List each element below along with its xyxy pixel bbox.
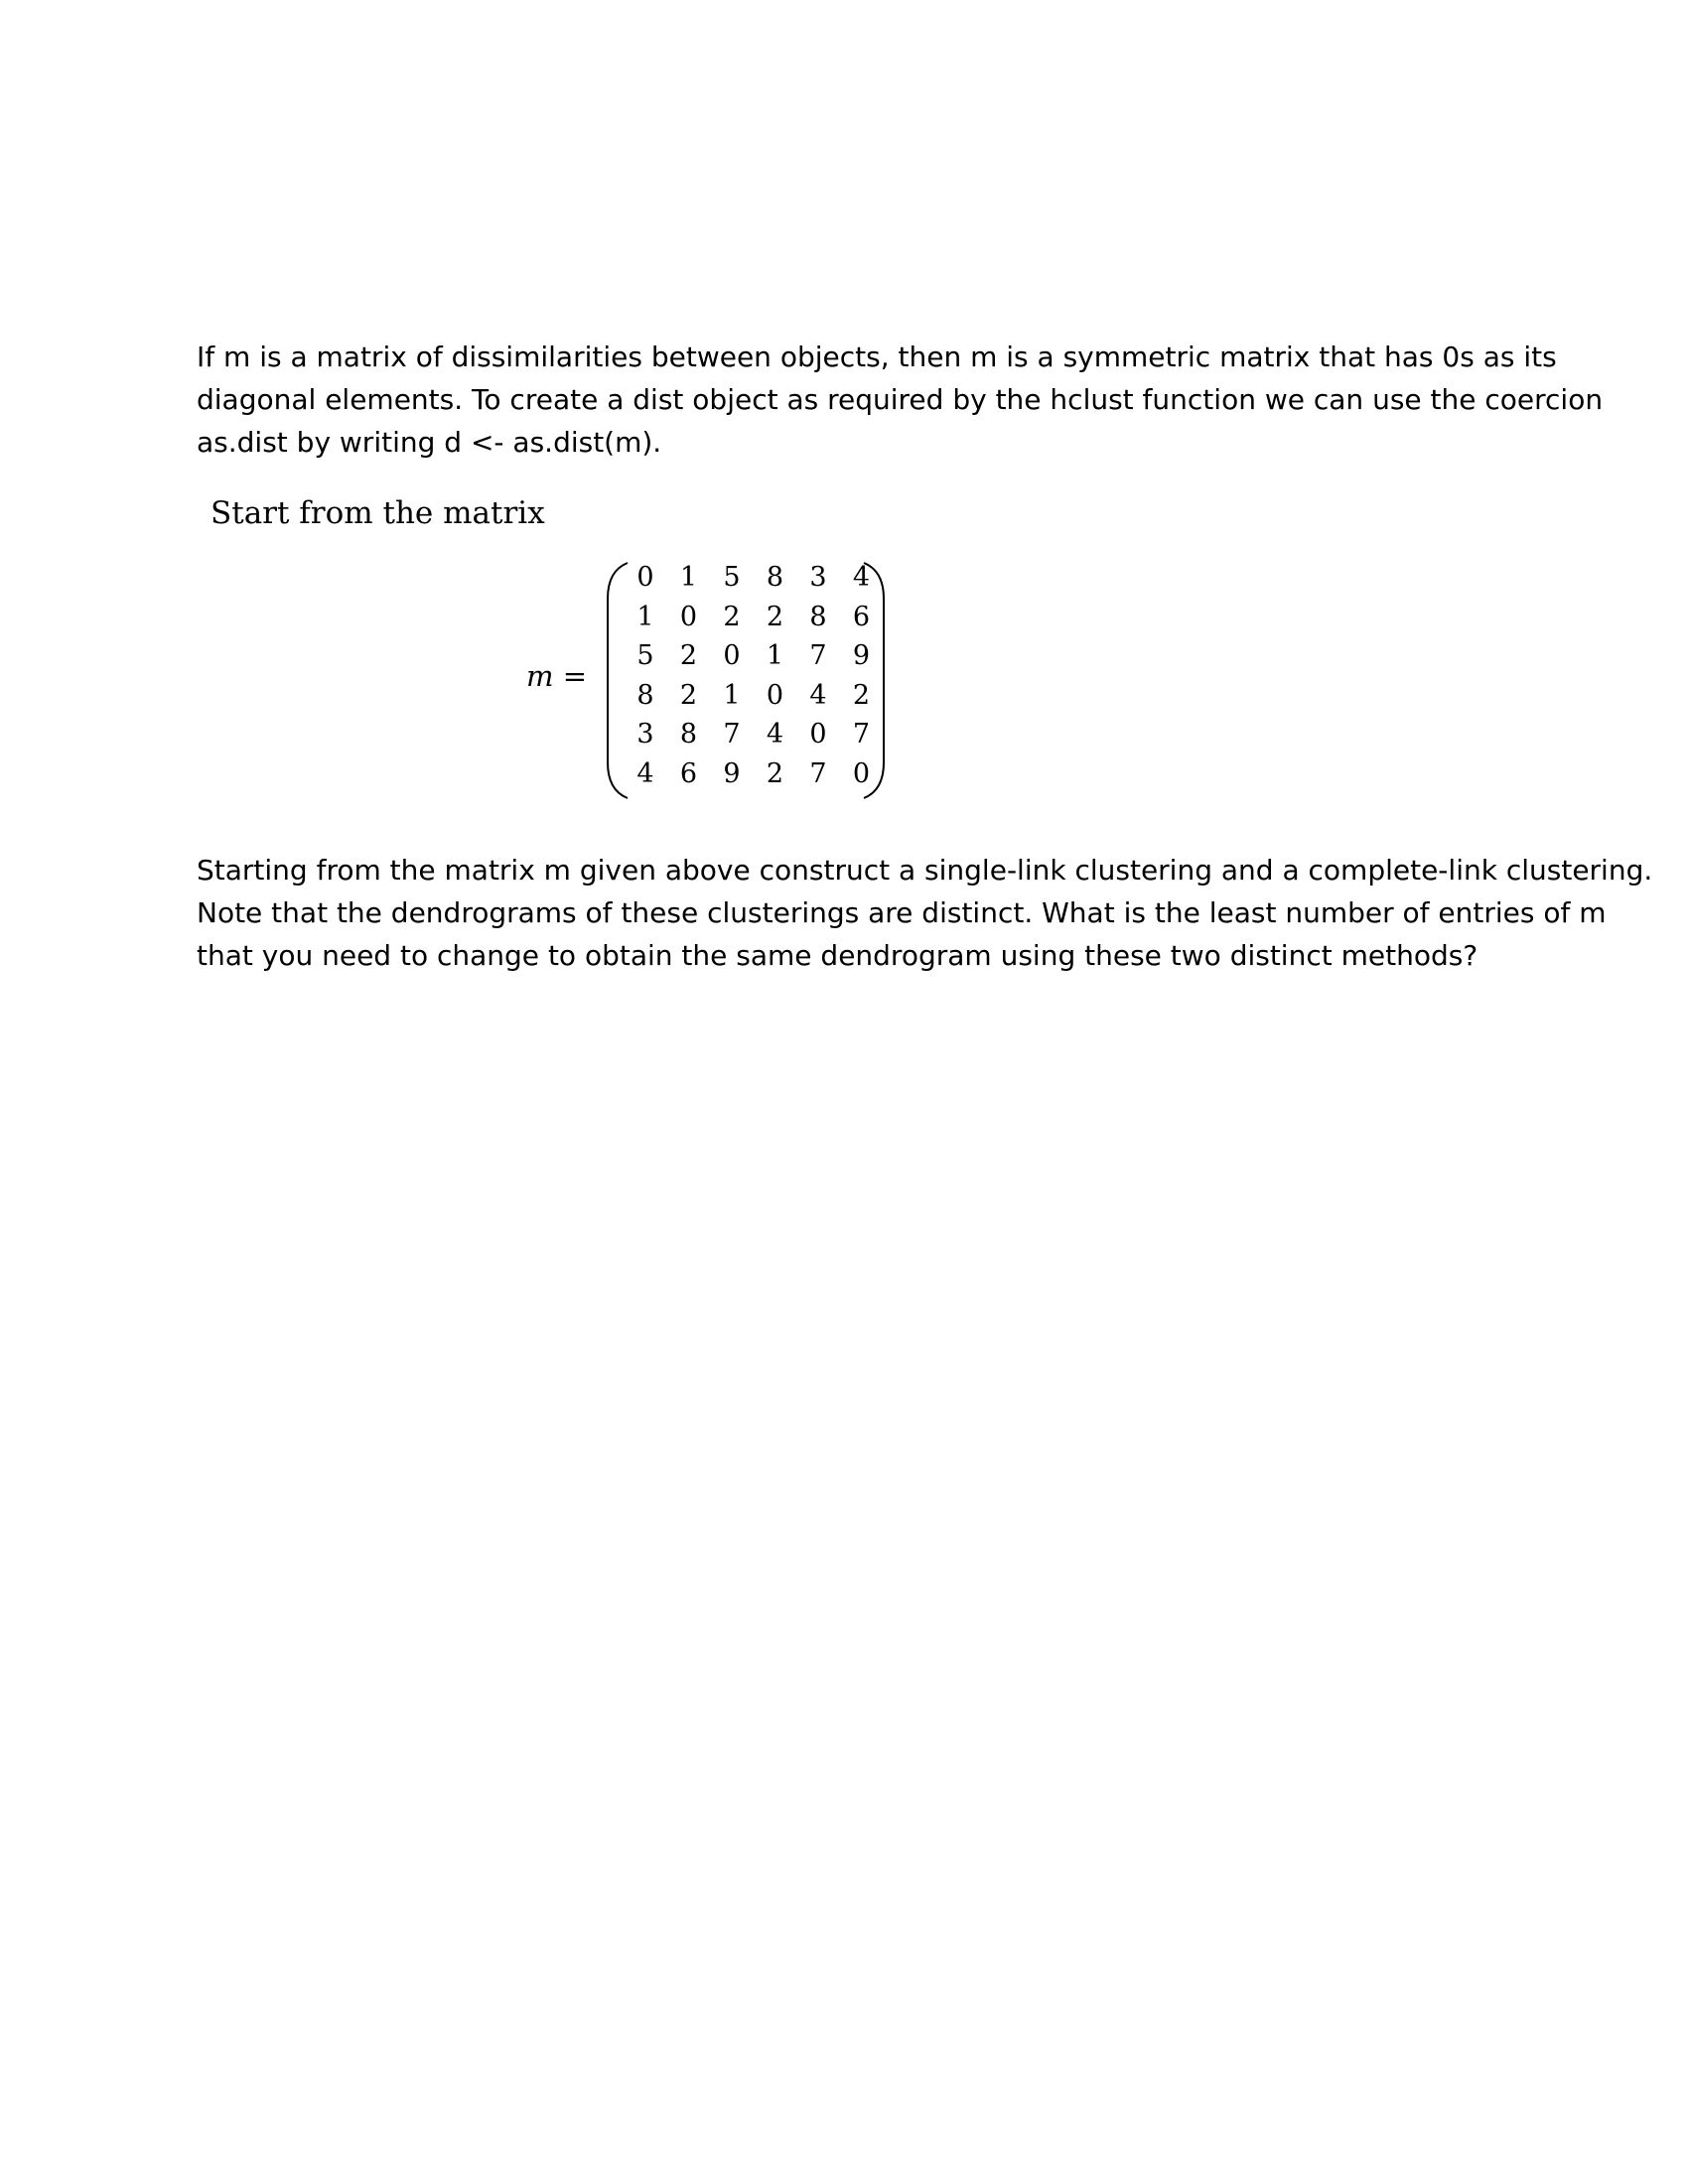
matrix-cell: 0 (723, 640, 741, 671)
matrix-cell: 4 (852, 562, 871, 593)
matrix-cell: 9 (852, 640, 871, 671)
left-paren (608, 563, 628, 798)
matrix-cell: 1 (636, 601, 654, 632)
question-line: Note that the dendrograms of these clusterings are distinct. What is the least number of entries of m (197, 896, 1607, 929)
matrix-cell: 3 (809, 562, 827, 593)
matrix-name: m (526, 659, 554, 693)
matrix-cell: 2 (679, 679, 698, 711)
intro-line: If m is a matrix of dissimilarities between objects, then m is a symmetric matrix that has 0s as its (197, 341, 1557, 373)
matrix-cell: 1 (723, 679, 741, 711)
matrix-cell: 0 (636, 562, 654, 593)
matrix-cell: 5 (636, 640, 654, 671)
question-paragraph (197, 849, 1653, 977)
matrix-cell: 2 (723, 601, 741, 632)
question-line: that you need to change to obtain the same dendrogram using these two distinct methods? (197, 939, 1478, 972)
matrix-cell: 1 (766, 640, 784, 671)
matrix-cell: 6 (852, 601, 871, 632)
equals-sign: = (562, 659, 588, 693)
figure-caption: Start from the matrix (211, 495, 545, 531)
matrix-cell: 8 (679, 719, 698, 750)
matrix-cell: 2 (766, 601, 784, 632)
matrix-cell: 9 (723, 757, 741, 789)
intro-line: as.dist by writing d <- as.dist(m). (197, 426, 662, 459)
matrix-figure (526, 559, 884, 802)
matrix-cell: 0 (766, 679, 784, 711)
matrix-cell: 1 (679, 562, 698, 593)
matrix-cell: 4 (766, 719, 784, 750)
matrix-cell: 5 (723, 562, 741, 593)
matrix-cell: 7 (723, 719, 741, 750)
matrix-cell: 0 (809, 719, 827, 750)
matrix-cell: 4 (636, 757, 654, 789)
matrix-cell: 4 (809, 679, 827, 711)
matrix-cell: 7 (809, 640, 827, 671)
intro-line: diagonal elements. To create a dist object as required by the hclust function we can use the coercion (197, 383, 1604, 416)
matrix-cell: 8 (809, 601, 827, 632)
matrix-cell: 7 (852, 719, 871, 750)
matrix-cell: 2 (679, 640, 698, 671)
matrix-cell: 0 (679, 601, 698, 632)
question-line: Starting from the matrix m given above construct a single-link clustering and a complete-link clustering. (197, 854, 1653, 887)
matrix-cell: 2 (852, 679, 871, 711)
matrix-cell: 8 (636, 679, 654, 711)
matrix-cell: 6 (679, 757, 698, 789)
matrix-cell: 7 (809, 757, 827, 789)
matrix-cell: 8 (766, 562, 784, 593)
matrix-label (526, 658, 587, 694)
intro-paragraph (197, 336, 1604, 464)
matrix-cell: 3 (636, 719, 654, 750)
matrix-cell: 0 (852, 757, 871, 789)
matrix-cell: 2 (766, 757, 784, 789)
